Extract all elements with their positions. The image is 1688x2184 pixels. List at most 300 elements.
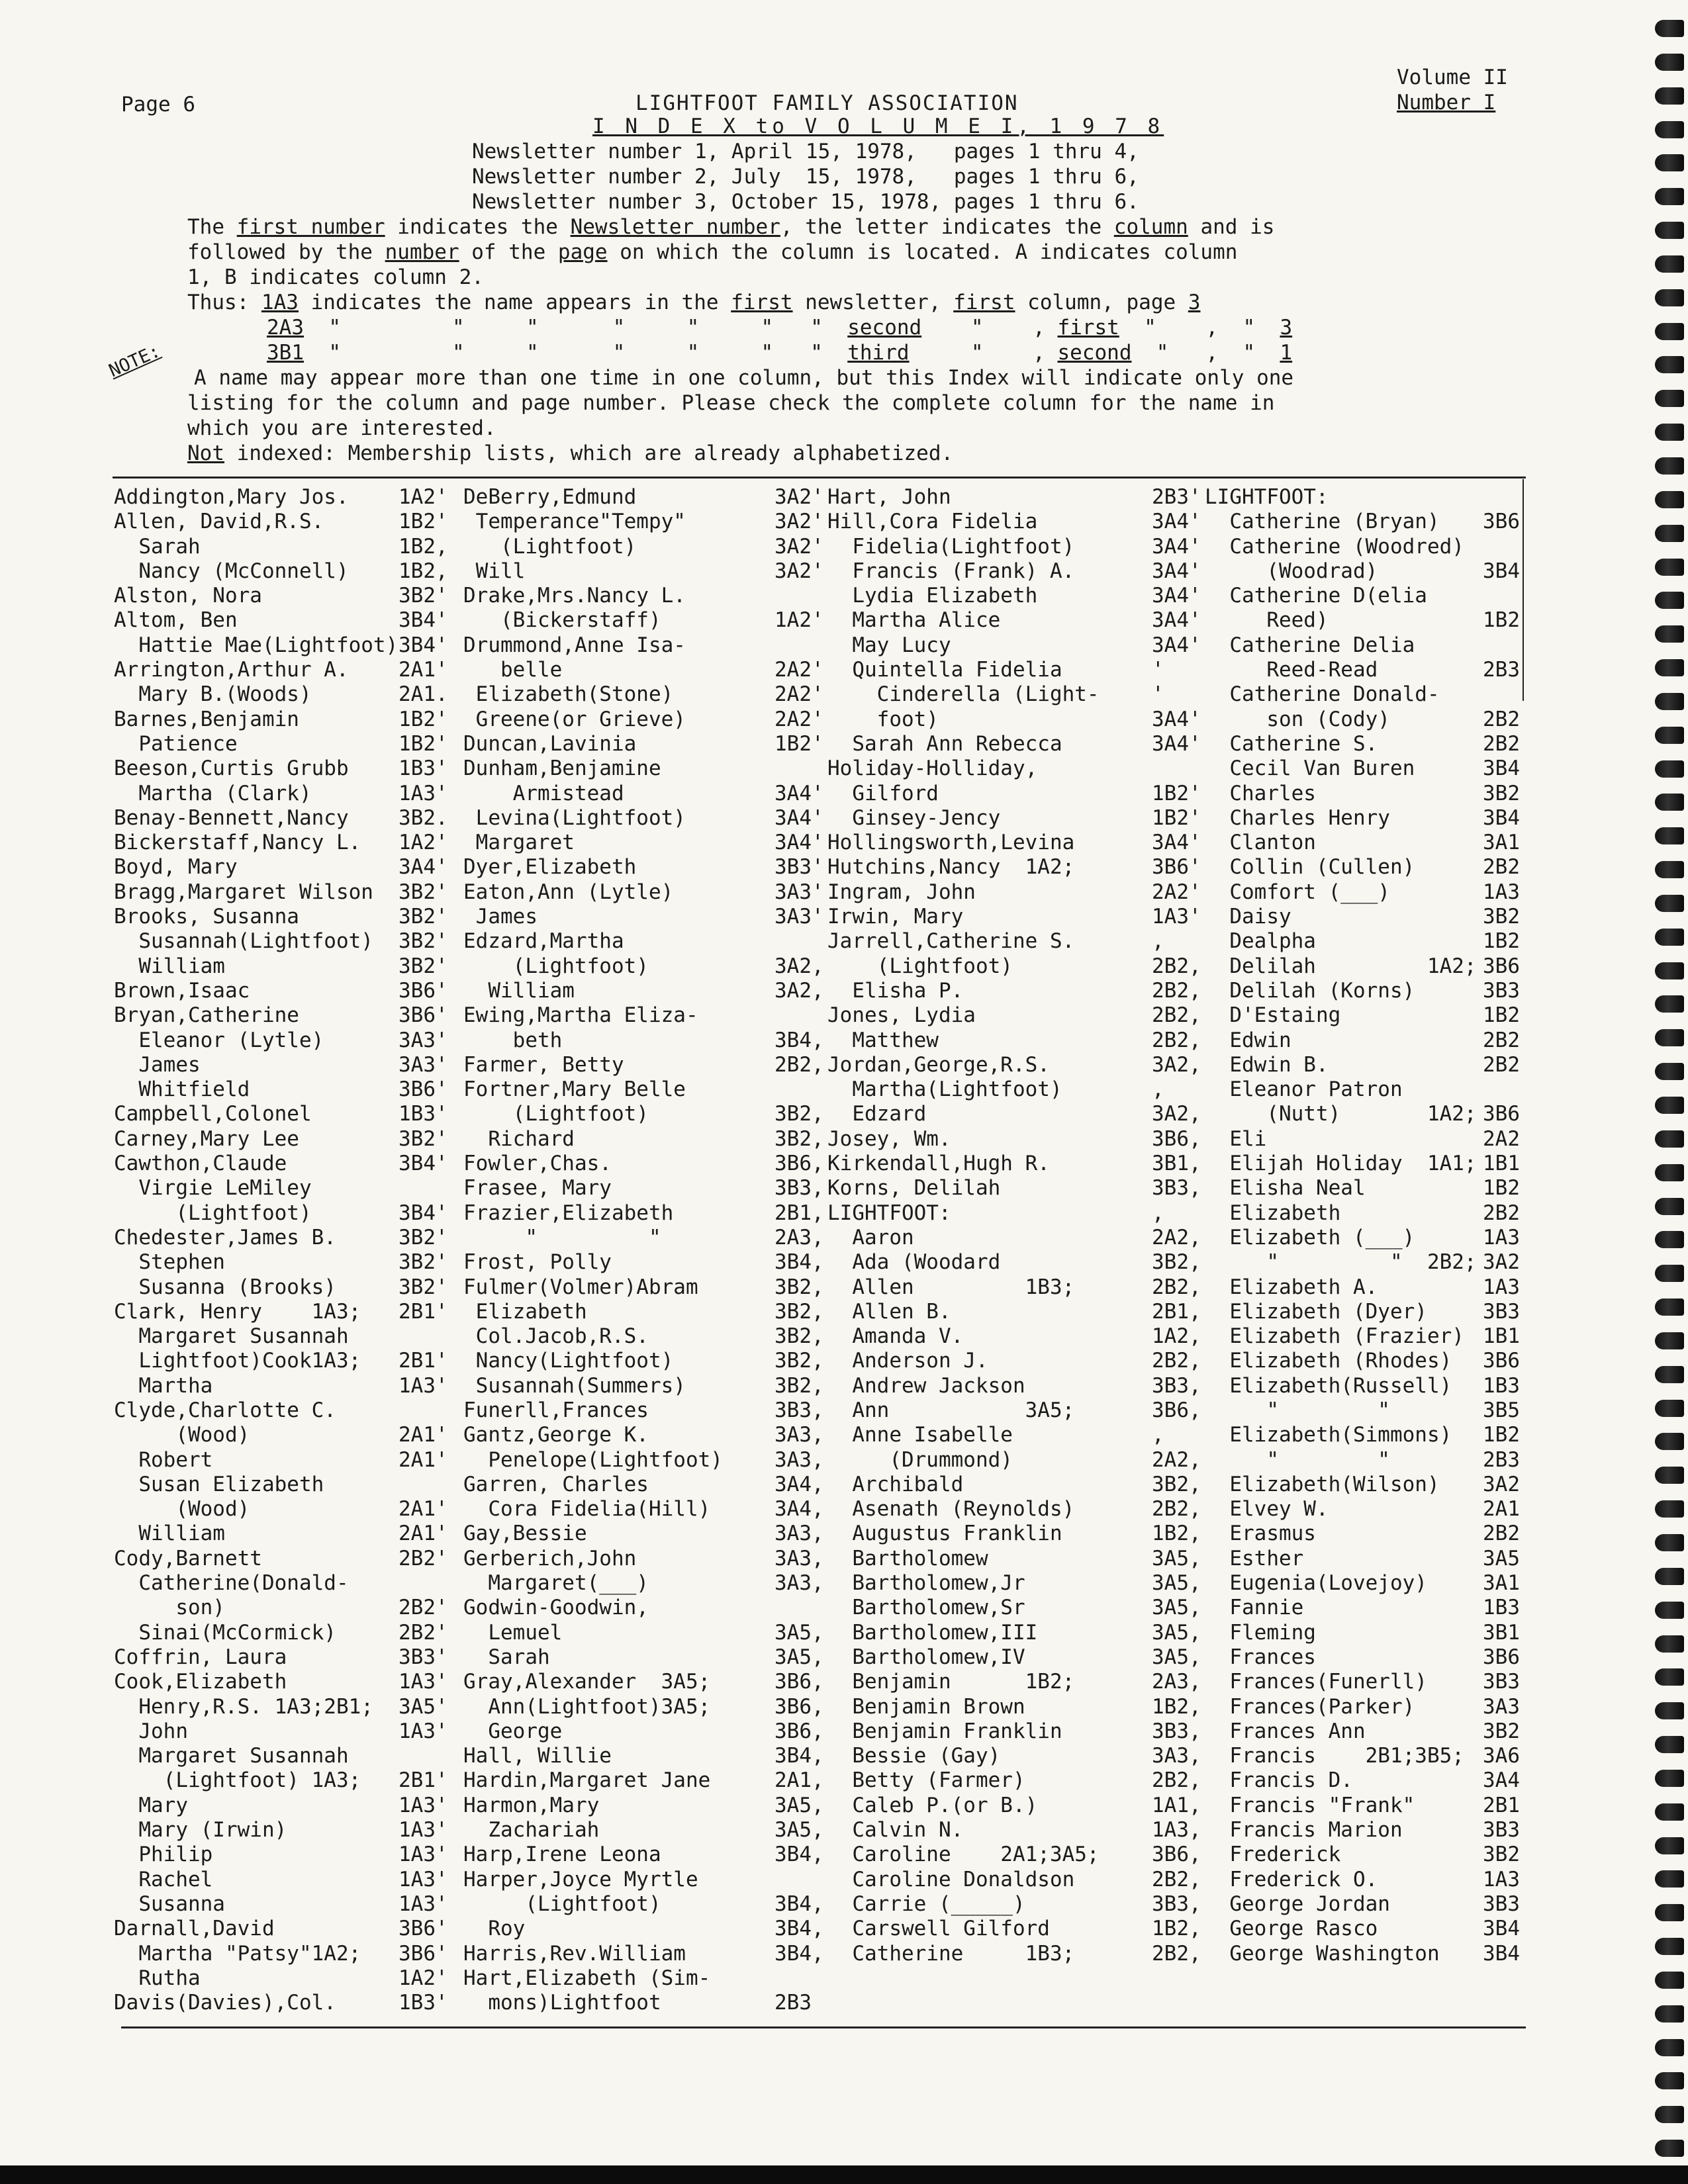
index-entry [1205, 905, 1520, 929]
index-entry [463, 535, 824, 559]
entry-name: Bartholomew,Sr [827, 1596, 1100, 1620]
entry-name: May Lucy [827, 633, 1100, 657]
entry-code: 3B3 [1483, 1670, 1520, 1694]
index-entry [114, 1201, 448, 1226]
index-entry [827, 1423, 1201, 1447]
binding-coil [1655, 1972, 1684, 1989]
entry-name: Jarrell,Catherine S. [827, 929, 1100, 954]
index-entry [463, 1596, 824, 1620]
entry-code: 3B4' [399, 1201, 448, 1225]
binding-coil [1655, 559, 1684, 576]
entry-name: Holiday-Holliday, [827, 756, 1100, 781]
index-entry [463, 1794, 824, 1818]
entry-code: 1B2' [399, 731, 448, 756]
entry-name: LIGHTFOOT: [1205, 485, 1477, 509]
entry-code: 1B2 [1483, 1423, 1520, 1447]
index-entry [463, 1942, 824, 1966]
entry-code: 3B6 [1483, 510, 1520, 534]
entry-code: 3A2' [774, 534, 824, 559]
index-entry [114, 1768, 448, 1793]
index-entry [114, 806, 448, 831]
entry-name: Addington,Mary Jos. [114, 485, 361, 509]
entry-name: Dunham,Benjamine [463, 756, 735, 781]
entry-name: Temperance"Tempy" [463, 510, 711, 534]
entry-name: Cody,Barnett [114, 1546, 361, 1570]
index-entry [1205, 1670, 1520, 1694]
index-entry [827, 1843, 1201, 1867]
binding-coil [1655, 1400, 1684, 1417]
index-entry [1205, 559, 1520, 584]
entry-code: 3B6' [399, 1003, 448, 1028]
entry-code: 1B2' [1152, 781, 1201, 805]
entry-name: Susannah(Summers) [463, 1373, 735, 1398]
entry-name: Elizabeth(Russell) [1205, 1373, 1477, 1398]
index-entry [463, 1670, 824, 1694]
entry-name: Eli [1205, 1126, 1477, 1151]
index-entry [1205, 1176, 1520, 1201]
entry-code: 2B2, [1152, 1028, 1201, 1052]
entry-code: 2B2, [1152, 1275, 1201, 1299]
entry-name: " " [463, 1225, 735, 1250]
entry-code: 3A4' [774, 831, 824, 855]
index-entry [1205, 535, 1520, 559]
entry-code: 2B3' [1152, 485, 1201, 509]
newsletter-title: LIGHTFOOT FAMILY ASSOCIATION [635, 91, 1019, 115]
entry-code: 2B2, [1152, 978, 1201, 1003]
index-entry [1205, 658, 1520, 682]
entry-code: 2A2' [774, 658, 824, 682]
binding-coil [1655, 1298, 1684, 1316]
index-entry [114, 1003, 448, 1028]
index-entry [463, 756, 824, 781]
index-entry [1205, 1794, 1520, 1818]
scan-edge [0, 2165, 1688, 2184]
index-entry [114, 1892, 448, 1917]
binding-coil [1655, 323, 1684, 340]
index-entry [114, 1596, 448, 1620]
index-entry [827, 1719, 1201, 1744]
entry-name: Nancy(Lightfoot) [463, 1349, 735, 1373]
entry-code: 3B6, [774, 1719, 824, 1743]
entry-name: Chedester,James B. [114, 1225, 361, 1250]
example-line: Thus: 1A3 indicates the name appears in the first newsletter, first column, page 3 [187, 291, 1201, 314]
entry-name: Elizabeth (Frazier) [1205, 1324, 1477, 1349]
binding-coil [1655, 1870, 1684, 1888]
entry-code: 3B2, [774, 1299, 824, 1324]
index-entry [463, 732, 824, 756]
entry-code: 1B2, [1152, 1917, 1201, 1941]
index-entry [827, 806, 1201, 831]
index-entry [114, 979, 448, 1003]
entry-code: 3A3, [774, 1546, 824, 1570]
binding-coil [1655, 827, 1684, 844]
entry-name: Elizabeth [463, 1299, 735, 1324]
entry-code: 3B4, [774, 1843, 824, 1867]
entry-name: Calvin N. [827, 1818, 1100, 1843]
entry-name: Bickerstaff,Nancy L. [114, 831, 361, 855]
entry-code: 2B1, [774, 1201, 824, 1225]
entry-code: 3A4, [774, 1472, 824, 1496]
binding-coil [1655, 1803, 1684, 1821]
entry-name: Arrington,Arthur A. [114, 658, 361, 682]
entry-name: Richard [463, 1126, 735, 1151]
entry-code: 3A3 [1483, 1694, 1520, 1719]
index-entry [463, 633, 824, 658]
entry-name: Zachariah [463, 1818, 735, 1843]
entry-code: 3B6 [1483, 1645, 1520, 1669]
index-entry [827, 1127, 1201, 1152]
entry-code: 2A1' [399, 1497, 448, 1522]
entry-code: 3B6 [1483, 1349, 1520, 1373]
index-entry [827, 1053, 1201, 1077]
entry-code: 3B2, [1152, 1250, 1201, 1275]
binding-coil [1655, 727, 1684, 744]
index-entry [114, 1719, 448, 1744]
entry-code: 3A6 [1483, 1744, 1520, 1768]
entry-code: 3B4' [399, 608, 448, 633]
entry-code: 2B3 [774, 1991, 812, 2015]
index-entry [827, 1152, 1201, 1176]
index-column-1 [114, 485, 448, 2015]
entry-name: George Washington [1205, 1941, 1477, 1966]
entry-code: 3A4' [1152, 559, 1201, 583]
index-entry [1205, 1077, 1520, 1102]
index-entry [463, 782, 824, 806]
entry-code: 2B2 [1483, 1052, 1520, 1077]
index-entry [1205, 1398, 1520, 1423]
index-entry [827, 1003, 1201, 1028]
entry-code: 3B2' [399, 584, 448, 608]
entry-name: Alston, Nora [114, 584, 361, 608]
entry-name: Martha (Clark) [114, 781, 361, 805]
index-entry [114, 1794, 448, 1818]
entry-name: William [114, 1522, 361, 1546]
entry-code: 1B2 [1483, 1176, 1520, 1201]
entry-code: 1A3 [1483, 1225, 1520, 1250]
entry-name: Sarah Ann Rebecca [827, 731, 1100, 756]
entry-name: Clark, Henry 1A3; [114, 1299, 361, 1324]
entry-code: 3A2, [774, 954, 824, 978]
entry-name: Elizabeth(Simmons) [1205, 1423, 1477, 1447]
index-entry [1205, 1695, 1520, 1719]
entry-name: James [463, 905, 735, 929]
explanation-line: followed by the number of the page on which the column is located. A indicates column [187, 240, 1238, 264]
entry-code: 3A3' [774, 880, 824, 904]
entry-name: Andrew Jackson [827, 1373, 1100, 1398]
entry-name: Cook,Elizabeth [114, 1670, 361, 1694]
binding-coil [1655, 2039, 1684, 2056]
binding-coil [1655, 87, 1684, 105]
entry-name: Eaton,Ann (Lytle) [463, 880, 735, 904]
index-entry [827, 979, 1201, 1003]
index-entry [827, 1226, 1201, 1250]
entry-code: 1A3 [1483, 880, 1520, 904]
entry-code: 3B2, [774, 1275, 824, 1299]
index-entry [1205, 1250, 1520, 1275]
entry-code: ' [1152, 682, 1164, 707]
index-entry [827, 1596, 1201, 1620]
entry-code: 1B3 [1483, 1596, 1520, 1620]
entry-code: 3B6 [1483, 954, 1520, 978]
index-entry [463, 1003, 824, 1028]
entry-name: Caroline 2A1;3A5; [827, 1843, 1100, 1867]
newsletter-line: Newsletter number 3, October 15, 1978, pages 1 thru 6. [472, 190, 1139, 214]
entry-code: 3B4 [1483, 559, 1520, 583]
entry-code: 3B2' [399, 1225, 448, 1250]
entry-name: Henry,R.S. 1A3;2B1; [114, 1694, 373, 1719]
volume-block [1397, 65, 1508, 115]
entry-name: James [114, 1052, 361, 1077]
binding-coil [1655, 929, 1684, 946]
entry-code: 3A4' [1152, 707, 1201, 731]
entry-code: 3B2. [399, 805, 448, 830]
entry-name: Catherine (Woodred) [1205, 534, 1477, 559]
entry-name: Stephen [114, 1250, 361, 1275]
entry-code: 3B2, [774, 1324, 824, 1349]
entry-name: Korns, Delilah [827, 1176, 1100, 1201]
index-column-4 [1205, 485, 1520, 1966]
entry-name: Elizabeth(Stone) [463, 682, 735, 707]
entry-code: 3B6' [399, 1077, 448, 1102]
entry-code: 3B3' [399, 1645, 448, 1669]
entry-code: 3A2' [774, 510, 824, 534]
entry-name: Martha "Patsy"1A2; [114, 1941, 361, 1966]
entry-code: 2A2' [774, 682, 824, 707]
index-entry [1205, 1868, 1520, 1892]
entry-code: 1B1 [1483, 1324, 1520, 1349]
index-entry [1205, 954, 1520, 979]
entry-name: Fleming [1205, 1620, 1477, 1645]
entry-code: 3B2' [399, 1126, 448, 1151]
binding-coil [1655, 1904, 1684, 1921]
entry-name: Gay,Bessie [463, 1522, 735, 1546]
entry-code: 2A3, [1152, 1670, 1201, 1694]
entry-name: Levina(Lightfoot) [463, 805, 735, 830]
index-entry [463, 1497, 824, 1522]
entry-code: 3A5, [774, 1620, 824, 1645]
entry-name: Penelope(Lightfoot) [463, 1447, 735, 1472]
volume-label: Volume II [1397, 66, 1508, 89]
binding-coil [1655, 1568, 1684, 1585]
entry-name: Francis "Frank" [1205, 1793, 1477, 1817]
entry-name: Ewing,Martha Eliza- [463, 1003, 735, 1028]
entry-name: Francis 2B1;3B5; [1205, 1744, 1477, 1768]
entry-code: 3A5, [1152, 1596, 1201, 1620]
entry-code: 3A3' [774, 905, 824, 929]
entry-name: Elizabeth (Rhodes) [1205, 1349, 1477, 1373]
index-entry [114, 929, 448, 954]
entry-name: Delilah (Korns) [1205, 978, 1477, 1003]
entry-name: Catherine D(elia [1205, 584, 1477, 608]
binding-coil [1655, 2072, 1684, 2089]
index-entry [1205, 1028, 1520, 1053]
entry-code: 2A1' [399, 658, 448, 682]
index-entry [1205, 1127, 1520, 1152]
index-entry [114, 510, 448, 534]
entry-code: 1B2' [774, 731, 824, 756]
entry-code: 3B6, [1152, 1126, 1201, 1151]
entry-code: 3A5, [774, 1793, 824, 1817]
index-entry [1205, 1448, 1520, 1473]
index-entry [114, 682, 448, 707]
entry-code: 3B6' [399, 978, 448, 1003]
entry-code: , [1152, 1077, 1164, 1102]
index-entry [114, 1324, 448, 1349]
entry-code: 3B6' [399, 1917, 448, 1941]
entry-code: 1B1 [1483, 1152, 1520, 1176]
entry-code: 2A1. [399, 682, 448, 707]
binding-coil [1655, 289, 1684, 306]
entry-name: Catherine S. [1205, 731, 1477, 756]
binding-coil [1655, 424, 1684, 441]
entry-name: Eugenia(Lovejoy) [1205, 1571, 1477, 1596]
entry-name: Edzard,Martha [463, 929, 735, 954]
index-entry [827, 608, 1201, 633]
index-entry [463, 1349, 824, 1373]
entry-name: Bessie (Gay) [827, 1744, 1100, 1768]
entry-code: 1A3' [399, 1891, 448, 1916]
entry-code: 3A4 [1483, 1768, 1520, 1793]
index-entry [827, 1300, 1201, 1324]
entry-code: , [1152, 1423, 1164, 1447]
entry-code: 3B3 [1483, 978, 1520, 1003]
entry-name: Brown,Isaac [114, 978, 361, 1003]
index-entry [114, 535, 448, 559]
entry-code: 3A3, [774, 1423, 824, 1447]
entry-code: 3B2' [399, 1250, 448, 1275]
index-entry [463, 929, 824, 954]
entry-code: 1A3' [399, 781, 448, 805]
index-entry [1205, 682, 1520, 707]
entry-name: belle [463, 658, 735, 682]
entry-name: Harper,Joyce Myrtle [463, 1867, 735, 1891]
index-entry [463, 1522, 824, 1546]
note-line: listing for the column and page number. Please check the complete column for the name in [187, 391, 1275, 415]
binding-coil [1655, 356, 1684, 373]
entry-code: 1B3 [1483, 1373, 1520, 1398]
index-entry [463, 1892, 824, 1917]
index-entry [827, 658, 1201, 682]
entry-code: 2B2, [1152, 1349, 1201, 1373]
entry-code: 3A3, [774, 1447, 824, 1472]
index-entry [827, 1794, 1201, 1818]
entry-code: 3B2' [399, 929, 448, 954]
index-entry [114, 1991, 448, 2015]
binding-coil [1655, 1366, 1684, 1383]
entry-name: Comfort (___) [1205, 880, 1477, 904]
entry-code: 3B3, [774, 1398, 824, 1422]
index-entry [827, 1324, 1201, 1349]
index-entry [114, 1917, 448, 1941]
index-entry [463, 1201, 824, 1226]
entry-name: (Wood) [114, 1497, 361, 1522]
index-entry [114, 1077, 448, 1102]
entry-name: Asenath (Reynolds) [827, 1497, 1100, 1522]
entry-name: Frances(Funerll) [1205, 1670, 1477, 1694]
entry-code: 3A4, [774, 1497, 824, 1522]
entry-name: Margaret(___) [463, 1571, 735, 1596]
index-entry [1205, 707, 1520, 732]
entry-name: Fowler,Chas. [463, 1152, 735, 1176]
entry-code: 3A4' [1152, 831, 1201, 855]
entry-code: 3B3 [1483, 1818, 1520, 1843]
entry-name: Whitfield [114, 1077, 361, 1102]
entry-name: Daisy [1205, 905, 1477, 929]
binding-coil [1655, 1063, 1684, 1080]
binding-coil [1655, 390, 1684, 407]
entry-code: 3A3, [774, 1571, 824, 1596]
entry-code: 2B2 [1483, 1028, 1520, 1052]
entry-code: 1A3' [399, 1670, 448, 1694]
index-entry [114, 1127, 448, 1152]
index-entry [114, 855, 448, 880]
index-entry [827, 1547, 1201, 1571]
entry-name: Robert [114, 1447, 361, 1472]
entry-code: 2B2 [1483, 731, 1520, 756]
entry-code: 3B2' [399, 1275, 448, 1299]
entry-name: Virgie LeMiley [114, 1176, 361, 1201]
entry-name: Jordan,George,R.S. [827, 1052, 1100, 1077]
index-entry [114, 559, 448, 584]
index-entry [463, 979, 824, 1003]
entry-name: Hart, John [827, 485, 1100, 509]
index-entry [114, 608, 448, 633]
index-entry [827, 707, 1201, 732]
entry-name: Esther [1205, 1546, 1477, 1570]
index-entry [463, 1275, 824, 1300]
entry-code: 3B4, [774, 1891, 824, 1916]
index-entry [1205, 979, 1520, 1003]
entry-name: Greene(or Grieve) [463, 707, 735, 731]
entry-name: Betty (Farmer) [827, 1768, 1100, 1793]
index-entry [114, 1053, 448, 1077]
index-entry [463, 1127, 824, 1152]
entry-name: Lightfoot)Cook1A3; [114, 1349, 361, 1373]
index-entry [1205, 510, 1520, 534]
entry-name: Martha [114, 1373, 361, 1398]
entry-code: 3B3, [1152, 1373, 1201, 1398]
entry-name: Philip [114, 1843, 361, 1867]
entry-code: 2A1 [1483, 1497, 1520, 1522]
index-entry [114, 1300, 448, 1324]
entry-code: , [1152, 1201, 1164, 1225]
index-entry [463, 1719, 824, 1744]
entry-code: 3B2, [774, 1373, 824, 1398]
entry-name: Rachel [114, 1867, 361, 1891]
entry-name: Darnall,David [114, 1917, 361, 1941]
newsletter-line: Newsletter number 2, July 15, 1978, pages 1 thru 6, [472, 165, 1139, 189]
entry-code: 3B2 [1483, 1843, 1520, 1867]
entry-name: Drake,Mrs.Nancy L. [463, 584, 735, 608]
index-entry [463, 584, 824, 608]
entry-code: 3B4, [774, 1250, 824, 1275]
entry-code: 3A5, [1152, 1620, 1201, 1645]
entry-name: Hattie Mae(Lightfoot) [114, 633, 399, 657]
entry-name: Francis Marion [1205, 1818, 1477, 1843]
binding-coil [1655, 625, 1684, 643]
index-entry [463, 1843, 824, 1867]
binding-coil [1655, 2005, 1684, 2023]
binding-coil [1655, 1938, 1684, 1955]
entry-code: 1B3' [399, 756, 448, 781]
binding-coil [1655, 255, 1684, 273]
entry-name: George [463, 1719, 735, 1743]
note-line: which you are interested. [187, 416, 496, 440]
index-entry [1205, 1571, 1520, 1596]
entry-code: 1A2' [399, 831, 448, 855]
entry-code: 3B2' [399, 880, 448, 904]
entry-name: Cora Fidelia(Hill) [463, 1497, 735, 1522]
